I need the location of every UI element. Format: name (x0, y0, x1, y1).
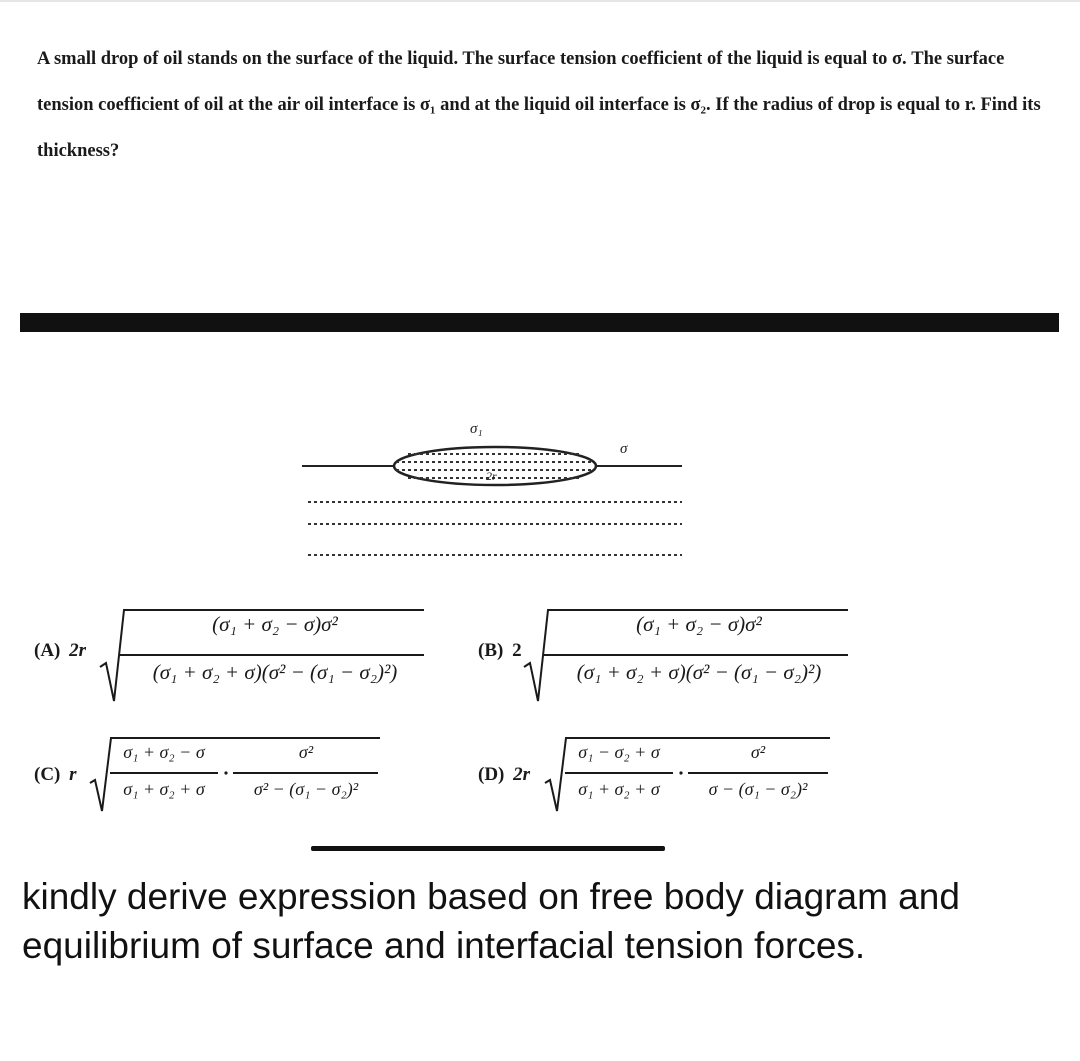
option-b (478, 640, 522, 662)
top-edge-line (0, 0, 1080, 2)
request-note: kindly derive expression based on free body diagram and equilibrium of surface and interfacial tension forces. (22, 876, 960, 966)
question-text: A small drop of oil stands on the surface of the liquid. The surface tension coefficient of the liquid is equal to σ. The surface tension coefficient of oil at the air oil interface is σ₁ and at the liquid oil interface is σ₂. If the radius of drop is equal to r. Find its thickness? (37, 49, 1041, 161)
option-a-numerator: (σ₁ + σ₂ − σ)σ² (212, 612, 338, 636)
option-a-label: (A) (34, 640, 61, 661)
diameter-label: 2r (486, 469, 497, 483)
option-d-denominator-1: σ₁ + σ₂ + σ (578, 779, 660, 799)
option-b-denominator: (σ₁ + σ₂ + σ)(σ² − (σ₁ − σ₂)²) (576, 660, 822, 684)
option-d-denominator-2: σ − (σ₁ − σ₂)² (708, 779, 808, 799)
separator-bar (311, 846, 665, 851)
oil-drop-diagram (290, 400, 710, 580)
option-c-numerator-1: σ₁ + σ₂ − σ (123, 742, 205, 762)
option-d (478, 764, 530, 786)
option-b-coefficient: 2 (512, 640, 522, 661)
option-a-denominator: (σ₁ + σ₂ + σ)(σ² − (σ₁ − σ₂)²) (152, 660, 398, 684)
option-c-denominator-2: σ² − (σ₁ − σ₂)² (253, 779, 359, 799)
black-divider-bar (20, 313, 1059, 332)
option-c (34, 764, 77, 786)
sigma1-label: σ₁ (470, 421, 483, 437)
sigma-label: σ (620, 441, 628, 457)
option-d-numerator-2: σ² (750, 742, 766, 762)
option-b-label: (B) (478, 640, 504, 661)
option-c-denominator-1: σ₁ + σ₂ + σ (123, 779, 205, 799)
option-d-numerator-1: σ₁ − σ₂ + σ (578, 742, 660, 762)
option-d-label: (D) (478, 764, 505, 785)
liquid-layer-lines (308, 502, 682, 555)
option-c-label: (C) (34, 764, 61, 785)
option-c-numerator-2: σ² (298, 742, 314, 762)
option-b-numerator: (σ₁ + σ₂ − σ)σ² (636, 612, 762, 636)
option-d-coefficient: 2r (513, 764, 531, 785)
option-a-coefficient: 2r (69, 640, 87, 661)
option-a (34, 640, 86, 662)
option-c-coefficient: r (69, 764, 77, 785)
